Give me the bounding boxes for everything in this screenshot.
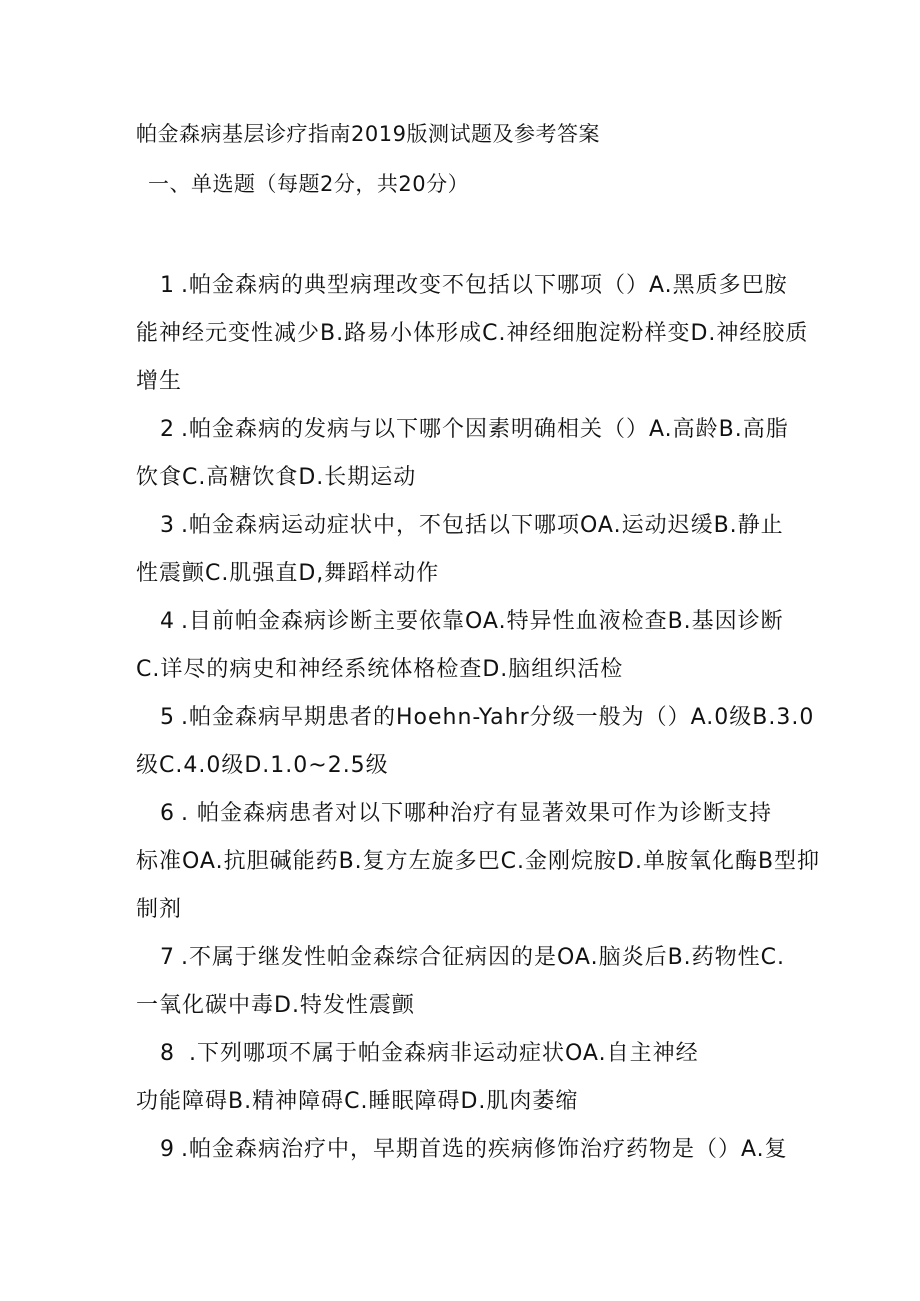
question-text: .帕金森病治疗中，早期首选的疾病修饰治疗药物是（）A.复	[181, 1137, 788, 1162]
question-first-line	[136, 934, 796, 982]
question-text: .不属于继发性帕金森综合征病因的是OA.脑炎后B.药物性C.	[181, 945, 786, 970]
question-text: .帕金森病的发病与以下哪个因素明确相关（）A.高龄B.高脂	[181, 417, 789, 442]
question-number: 7	[160, 945, 175, 970]
question-text: 一氧化碳中毒D.特发性震颤	[136, 993, 415, 1018]
question-number: 6	[160, 801, 175, 826]
question-item	[136, 1126, 796, 1174]
question-number: 5	[160, 705, 175, 730]
question-item	[136, 598, 796, 694]
question-text: 能神经元变性减少B.路易小体形成C.神经细胞淀粉样变D.神经胶质	[136, 321, 809, 346]
question-text: 标准OA.抗胆碱能药B.复方左旋多巴C.金刚烷胺D.单胺氧化酶B型抑	[136, 849, 821, 874]
question-text: C.详尽的病史和神经系统体格检查D.脑组织活检	[136, 657, 624, 682]
question-number: 2	[160, 417, 175, 442]
document-title: 帕金森病基层诊疗指南2019版测试题及参考答案	[136, 122, 600, 146]
question-continuation-line	[136, 1078, 796, 1126]
question-text: . 帕金森病患者对以下哪种治疗有显著效果可作为诊断支持	[181, 801, 772, 826]
question-item	[136, 1030, 796, 1126]
question-continuation-line	[136, 838, 821, 886]
question-item	[136, 502, 796, 598]
question-first-line	[136, 790, 796, 838]
question-item	[136, 406, 796, 502]
section-heading: 一、单选题（每题2分，共20分）	[148, 172, 470, 196]
question-text: 饮食C.高糖饮食D.长期运动	[136, 465, 417, 490]
question-text: .帕金森病运动症状中，不包括以下哪项OA.运动迟缓B.静止	[181, 513, 784, 538]
question-text: .帕金森病的典型病理改变不包括以下哪项（）A.黑质多巴胺	[181, 273, 788, 298]
question-text: 增生	[136, 369, 183, 394]
question-first-line	[136, 1030, 796, 1078]
question-text: 制剂	[136, 897, 183, 922]
question-continuation-line	[136, 310, 809, 358]
question-continuation-line	[136, 982, 796, 1030]
question-first-line	[136, 1126, 796, 1174]
question-number: 8	[160, 1041, 175, 1066]
question-text: 级C.4.0级D.1.0~2.5级	[136, 753, 389, 778]
question-continuation-line	[136, 454, 796, 502]
question-continuation-line	[136, 886, 796, 934]
question-item	[136, 262, 809, 406]
question-first-line	[136, 502, 796, 550]
question-number: 4	[160, 609, 175, 634]
question-text: .下列哪项不属于帕金森病非运动症状OA.自主神经	[181, 1041, 699, 1066]
question-first-line	[136, 406, 796, 454]
question-number: 1	[160, 273, 175, 298]
question-continuation-line	[136, 358, 796, 406]
question-first-line	[136, 262, 796, 310]
question-continuation-line	[136, 550, 796, 598]
question-number: 9	[160, 1137, 175, 1162]
question-first-line	[136, 694, 815, 742]
question-text: 性震颤C.肌强直D,舞蹈样动作	[136, 561, 440, 586]
question-text: .帕金森病早期患者的Hoehn-Yahr分级一般为（）A.0级B.3.0	[181, 705, 815, 730]
question-text: .目前帕金森病诊断主要依靠OA.特异性血液检查B.基因诊断	[181, 609, 784, 634]
question-item	[136, 934, 796, 1030]
question-number: 3	[160, 513, 175, 538]
question-item	[136, 694, 815, 790]
question-text: 功能障碍B.精神障碍C.睡眠障碍D.肌肉萎缩	[136, 1089, 579, 1114]
question-continuation-line	[136, 646, 796, 694]
question-item	[136, 790, 821, 934]
question-continuation-line	[136, 742, 796, 790]
question-first-line	[136, 598, 796, 646]
